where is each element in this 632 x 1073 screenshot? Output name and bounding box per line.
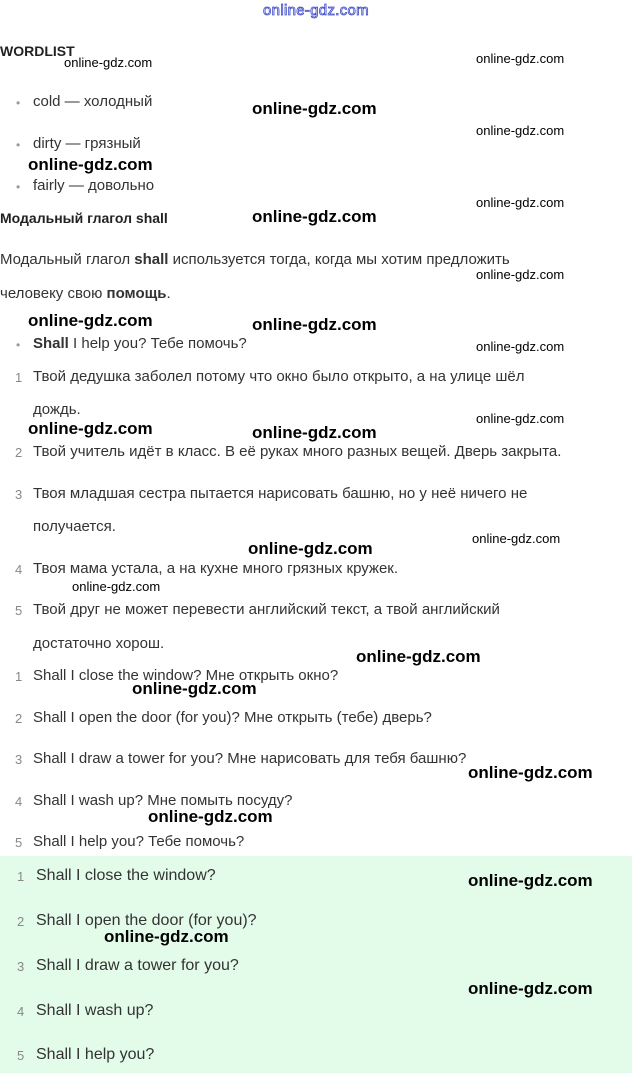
watermark: online-gdz.com: [476, 267, 565, 282]
item-number: 2: [15, 711, 23, 726]
watermark: online-gdz.com: [468, 871, 593, 890]
item-number: 1: [15, 370, 23, 385]
answer-line: Shall I wash up?: [36, 1002, 154, 1019]
watermark: online-gdz.com: [356, 647, 481, 666]
item-number: 2: [17, 914, 25, 929]
situation-line: Твоя младшая сестра пытается нарисовать башню, но у неё ничего не: [33, 485, 528, 502]
example-line: Shall I help you? Тебе помочь?: [33, 335, 247, 352]
watermark: online-gdz.com: [28, 155, 153, 174]
situation-line: получается.: [33, 518, 116, 535]
bullet-icon: •: [16, 180, 21, 194]
watermark: online-gdz.com: [148, 807, 273, 826]
answer-line: Shall I help you?: [36, 1046, 155, 1063]
watermark: online-gdz.com: [468, 763, 593, 782]
situation-line: Твой учитель идёт в класс. В её руках много разных вещей. Дверь закрыта.: [33, 443, 562, 460]
item-number: 3: [15, 487, 23, 502]
item-number: 5: [17, 1048, 25, 1063]
translation-line: Shall I open the door (for you)? Мне открыть (тебе) дверь?: [33, 709, 432, 726]
watermark: online-gdz.com: [64, 55, 153, 70]
item-number: 1: [17, 869, 25, 884]
item-number: 4: [17, 1004, 25, 1019]
item-number: 1: [15, 669, 23, 684]
answer-line: Shall I open the door (for you)?: [36, 912, 257, 929]
situation-line: Твой дедушка заболел потому что окно было открыто, а на улице шёл: [33, 368, 525, 385]
section-title: Модальный глагол shall: [0, 210, 168, 226]
watermark: online-gdz.com: [476, 123, 565, 138]
watermark: online-gdz.com: [248, 539, 373, 558]
watermark: online-gdz.com: [252, 207, 377, 226]
answer-line: Shall I draw a tower for you?: [36, 957, 239, 974]
situation-line: Твой друг не может перевести английский текст, а твой английский: [33, 601, 500, 618]
wordlist-item: fairly — довольно: [33, 177, 155, 194]
situation-line: достаточно хорош.: [33, 635, 165, 652]
bullet-icon: •: [16, 96, 21, 110]
item-number: 5: [15, 835, 23, 850]
intro-line-2: человеку свою помощь.: [0, 285, 171, 302]
watermark: online-gdz.com: [476, 339, 565, 354]
item-number: 3: [15, 752, 23, 767]
watermark: online-gdz.com: [28, 311, 153, 330]
item-number: 5: [15, 603, 23, 618]
wordlist-item: dirty — грязный: [33, 135, 141, 152]
watermark: online-gdz.com: [252, 315, 377, 334]
watermark: online-gdz.com: [476, 51, 565, 66]
watermark: online-gdz.com: [104, 927, 229, 946]
watermark: online-gdz.com: [252, 99, 377, 118]
watermark: online-gdz.com: [132, 679, 257, 698]
item-number: 3: [17, 959, 25, 974]
situation-line: дождь.: [33, 401, 81, 418]
watermark: online-gdz.com: [468, 979, 593, 998]
watermark: online-gdz.com: [252, 423, 377, 442]
watermark: online-gdz.com: [476, 195, 565, 210]
bullet-icon: •: [16, 138, 21, 152]
translation-line: Shall I wash up? Мне помыть посуду?: [33, 792, 293, 809]
watermark: online-gdz.com: [476, 411, 565, 426]
answer-line: Shall I close the window?: [36, 867, 216, 884]
translation-line: Shall I close the window? Мне открыть окно?: [33, 667, 339, 684]
top-watermark: online-gdz.com: [263, 2, 369, 19]
item-number: 4: [15, 794, 23, 809]
watermark: online-gdz.com: [72, 579, 161, 594]
item-number: 2: [15, 445, 23, 460]
translation-line: Shall I help you? Тебе помочь?: [33, 833, 245, 850]
situation-line: Твоя мама устала, а на кухне много грязных кружек.: [33, 560, 399, 577]
wordlist-title: WORDLIST: [0, 43, 75, 59]
item-number: 4: [15, 562, 23, 577]
watermark: online-gdz.com: [28, 419, 153, 438]
translation-line: Shall I draw a tower for you? Мне нарисовать для тебя башню?: [33, 750, 467, 767]
wordlist-item: cold — холодный: [33, 93, 153, 110]
watermark: online-gdz.com: [472, 531, 561, 546]
intro-line-1: Модальный глагол shall используется тогда, когда мы хотим предложить: [0, 251, 510, 268]
bullet-icon: •: [16, 338, 21, 352]
